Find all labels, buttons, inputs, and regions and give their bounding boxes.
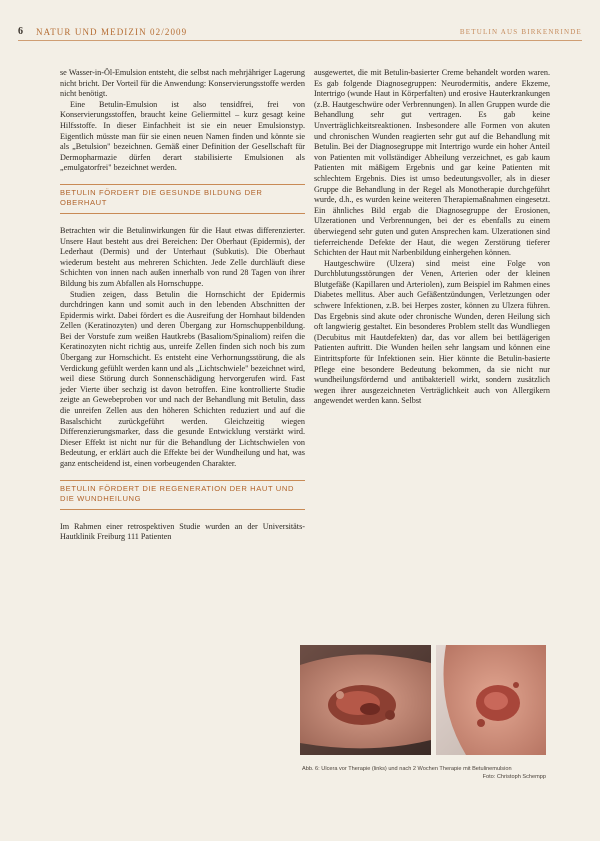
paragraph: se Wasser-in-Öl-Emulsion entsteht, die selbst nach mehrjähriger Lagerung nicht bricht. Der Vorteil für die Anwendung: Konservierungsstoffe werden nicht benötigt. [60,68,305,99]
paragraph: ausgewertet, die mit Betulin-basierter Creme behandelt worden waren. Es gab folgende Diagnosegruppen: Neurodermitis, andere Ekzeme, Intertrigo (wunde Haut in Körperfalten) und erosive Hauterkrankungen (z.B. Hautgeschwüre oder Verbrennungen). In allen Gruppen wurde die Behandlung sehr gut vertragen. Es gab keine Unverträglichkeitsreaktionen. Insbesondere alle Formen von akuten und chronischen Wunden reagierten sehr gut auf die Behandlung mit Betulin. Bei der Diagnosegruppe mit Intertrigo wurde ein hoher Anteil von Patienten mit vollständiger Abheilung verzeichnet, es gab kaum Patienten mit mäßigem Ergebnis und gar keine Patienten mit schlechtem Ergebnis. Dies ist umso bedeutungsvoller, als in dieser Gruppe die Behandlung in der Regel als Monotherapie durchgeführt wurde, d.h., es wurden keine weiteren Therapiemaßnahmen eingesetzt. Ein ähnliches Bild ergab die Diagnosegruppe der Erosionen, Ulzerationen und Verbrennungen, bei der es ebenfalls zu einem überwiegend sehr guten und guten Ansprechen kam. Ulzerationen sind tieferreichende Defekte der Haut, die wegen Zerstörung tieferer Schichten der Haut mit Narbenbildung einhergehen können. [314,68,550,258]
photo-ulcer-before [300,645,431,755]
paragraph: Hautgeschwüre (Ulzera) sind meist eine Folge von Durchblutungsstörungen der Venen, Arterien oder der kleinen Blutgefäße (Kapillaren und Arteriolen), zum Beispiel im Rahmen eines Diabetes mellitus. Aber auch Gefäßentzündungen, Verletzungen oder schwere Infektionen, z.B. bei Herpes zoster, können zu Ulzera führen. Das Ergebnis sind akute oder chronische Wunden, deren Heilung sich oft langwierig gestaltet. Ein besonderes Problem stellt das Wundliegen (Decubitus mit Hautdefekten) dar, das vor allem bei bettlägerigen Patienten auftritt. Die Wunden heilen sehr langsam und können eine Eintrittspforte für Infektionen sein. Hier könnte die Betulin-basierte Pflege eine besondere Bedeutung bekommen, da sie nicht nur wundheilungsfördernd und antibakteriell wirkt, sondern zusätzlich wegen ihrer ausgezeichneten Verträglichkeit auch von Allergikern angewendet werden kann. Selbst [314,258,550,406]
caption-text: Abb. 6: Ulcera vor Therapie (links) und nach 2 Wochen Therapie mit Betulinemulsion [302,766,512,772]
page-number: 6 [18,26,23,37]
right-column [314,68,550,407]
photo-ulcer-after [436,645,546,755]
section-title: BETULIN AUS BIRKENRINDE [459,28,582,36]
left-column [60,68,305,543]
photo-after-image [436,645,546,755]
paragraph: Betrachten wir die Betulinwirkungen für die Haut etwas differenzierter. Unsere Haut besteht aus drei Bereichen: Der Oberhaut (Epidermis), der Lederhaut (Dermis) und der Unterhaut (Subkutis). Die Oberhaut wiederum besteht aus mehreren Schichten. Jede Zelle durchläuft diese Schichten von innen nach außen innerhalb von rund 28 Tagen von ihrer Bildung bis zum Abfallen als Hornschuppe. [60,225,305,288]
page-header [18,26,582,41]
publication-title: NATUR UND MEDIZIN 02/2009 [36,27,188,37]
section-subheading: BETULIN FÖRDERT DIE REGENERATION DER HAUT UND DIE WUNDHEILUNG [60,480,305,510]
photo-credit: Foto: Christoph Schempp [482,774,546,780]
figure-caption [302,765,546,780]
section-subheading: BETULIN FÖRDERT DIE GESUNDE BILDUNG DER OBERHAUT [60,184,305,214]
paragraph: Im Rahmen einer retrospektiven Studie wurden an der Universitäts-Hautklinik Freiburg 111 Patienten [60,521,305,542]
photo-before-image [300,645,431,755]
paragraph: Eine Betulin-Emulsion ist also tensidfrei, frei von Konservierungsstoffen, braucht keine Geliermittel – kurz gesagt keine Hilfsstoffe. In dieser Einfachheit ist sie ein neuer Emulsionstyp. Eigentlich müsste man für sie einen neuen Namen finden und könnte sie als „Betulsion" bezeichnen. Gemäß einer Definition der Gesellschaft für Dermopharmazie dürfen derart stabilisierte Emulsionen als „emulgatorfrei" bezeichnet werden. [60,99,305,173]
paragraph: Studien zeigen, dass Betulin die Hornschicht der Epidermis durchdringen kann und somit auch in den lebenden Abschnitten der Epidermis wirkt. Dabei fördert es die Ausreifung der Hornhaut bildenden Zellen (Keratinozyten) und deren Übergang zur Hornschuppenbildung. Bei der Vorstufe zum weißen Hautkrebs (Basaliom/Spinaliom) reifen die Keratinozyten nicht richtig aus, unreife Zellen finden sich noch bis zum Übergang zur Hornschicht. Es entsteht eine Verhornungsstörung, die als Verdickung gefühlt werden kann und als „Lichtschwiele" bezeichnet wird, weil diese Störung durch Sonnenschädigung hervorgerufen wird. Fast jeder Vierte über sechzig ist davon betroffen. Eine kontrollierte Studie zeigte an Gewebeproben vor und nach der Behandlung mit Betulin, dass die unreifen Zellen aus den höheren Schichten reduziert und auf die Basalschicht zurückgeführt werden. Gleichzeitig wiegen Differenzierungsmarker, dass die gesunde Entwicklung verstärkt wird. Dieser Effekt ist nicht nur für die Behandlung der Lichtschwielen von Bedeutung, er erklärt auch die Effekte bei der Wundheilung und hat, was ganz entscheidend ist, einen vorbeugenden Charakter. [60,289,305,468]
